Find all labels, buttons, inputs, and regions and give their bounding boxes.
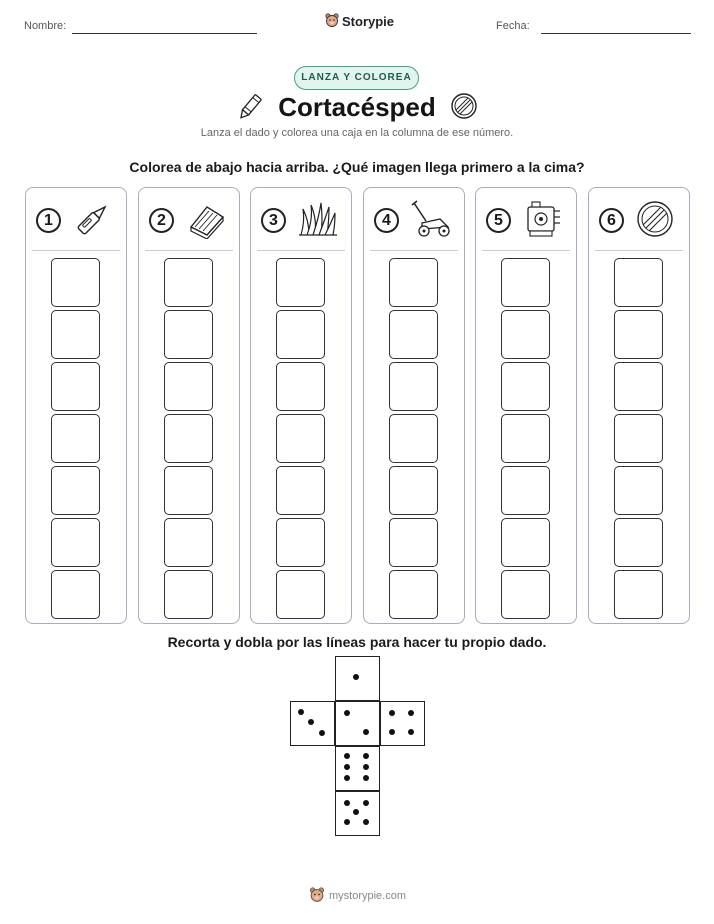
color-box[interactable] xyxy=(164,414,213,463)
color-box[interactable] xyxy=(614,258,663,307)
scraper-blade-icon xyxy=(185,199,227,239)
die-pip xyxy=(344,819,350,825)
page-title: Cortacésped xyxy=(278,92,436,122)
column-5 xyxy=(475,187,577,624)
color-box[interactable] xyxy=(501,518,550,567)
die-pip xyxy=(344,800,350,806)
color-box[interactable] xyxy=(614,362,663,411)
color-box[interactable] xyxy=(164,466,213,515)
color-box[interactable] xyxy=(389,362,438,411)
blade-disc-icon xyxy=(635,199,677,239)
color-box[interactable] xyxy=(276,414,325,463)
color-box[interactable] xyxy=(614,518,663,567)
die-pip xyxy=(363,800,369,806)
color-box[interactable] xyxy=(501,362,550,411)
die-pip xyxy=(344,764,350,770)
color-box[interactable] xyxy=(276,310,325,359)
bear-mascot-icon xyxy=(325,13,339,29)
die-pip xyxy=(408,710,414,716)
color-box[interactable] xyxy=(614,310,663,359)
die-pip xyxy=(363,729,369,735)
name-line xyxy=(72,33,257,34)
color-box[interactable] xyxy=(389,466,438,515)
blade-disc-title-icon xyxy=(450,92,478,120)
die-face-6[interactable] xyxy=(335,746,380,791)
die-pip xyxy=(298,709,304,715)
color-box[interactable] xyxy=(51,518,100,567)
brand-name: Storypie xyxy=(342,13,395,29)
color-box[interactable] xyxy=(389,258,438,307)
date-line xyxy=(541,33,691,34)
die-pip xyxy=(363,775,369,781)
color-box[interactable] xyxy=(164,258,213,307)
die-face-4[interactable] xyxy=(380,701,425,746)
die-pip xyxy=(353,809,359,815)
column-number: 4 xyxy=(374,208,399,233)
brand-logo xyxy=(325,13,394,29)
color-box[interactable] xyxy=(614,466,663,515)
color-box[interactable] xyxy=(614,570,663,619)
date-label: Fecha: xyxy=(496,20,530,32)
color-box[interactable] xyxy=(276,362,325,411)
column-divider xyxy=(145,250,233,251)
column-number: 5 xyxy=(486,208,511,233)
color-box[interactable] xyxy=(164,518,213,567)
activity-badge: LANZA Y COLOREA xyxy=(294,66,419,90)
die-face-2[interactable] xyxy=(335,701,380,746)
color-box[interactable] xyxy=(276,466,325,515)
color-box[interactable] xyxy=(276,570,325,619)
die-pip xyxy=(353,674,359,680)
column-1 xyxy=(25,187,127,624)
color-box[interactable] xyxy=(51,258,100,307)
die-pip xyxy=(363,819,369,825)
die-pip xyxy=(319,730,325,736)
grass-icon xyxy=(297,199,339,239)
footer-url[interactable]: mystorypie.com xyxy=(329,889,407,902)
color-box[interactable] xyxy=(501,414,550,463)
color-box[interactable] xyxy=(276,258,325,307)
die-pip xyxy=(344,775,350,781)
die-pip xyxy=(389,729,395,735)
color-box[interactable] xyxy=(614,414,663,463)
name-label: Nombre: xyxy=(24,20,67,32)
die-pip xyxy=(308,719,314,725)
subtitle: Lanza el dado y colorea una caja en la columna de ese número. xyxy=(200,127,514,139)
color-box[interactable] xyxy=(51,466,100,515)
color-box[interactable] xyxy=(276,518,325,567)
die-pip xyxy=(389,710,395,716)
column-4 xyxy=(363,187,465,624)
color-box[interactable] xyxy=(389,310,438,359)
die-pip xyxy=(344,710,350,716)
column-number: 3 xyxy=(261,208,286,233)
column-divider xyxy=(257,250,345,251)
instruction-top: Colorea de abajo hacia arriba. ¿Qué imagen llega primero a la cima? xyxy=(129,159,585,175)
utility-knife-icon xyxy=(72,199,114,239)
die-face-5[interactable] xyxy=(335,791,380,836)
color-box[interactable] xyxy=(51,414,100,463)
column-3 xyxy=(250,187,352,624)
die-face-3[interactable] xyxy=(290,701,335,746)
die-pip xyxy=(363,753,369,759)
column-6 xyxy=(588,187,690,624)
column-2 xyxy=(138,187,240,624)
color-box[interactable] xyxy=(51,570,100,619)
die-pip xyxy=(344,753,350,759)
instruction-bottom: Recorta y dobla por las líneas para hacer tu propio dado. xyxy=(167,634,547,650)
column-number: 6 xyxy=(599,208,624,233)
color-box[interactable] xyxy=(389,518,438,567)
color-box[interactable] xyxy=(51,362,100,411)
die-face-1[interactable] xyxy=(335,656,380,701)
color-box[interactable] xyxy=(501,570,550,619)
color-box[interactable] xyxy=(164,362,213,411)
color-box[interactable] xyxy=(51,310,100,359)
column-divider xyxy=(482,250,570,251)
column-number: 1 xyxy=(36,208,61,233)
footer xyxy=(309,887,406,904)
column-divider xyxy=(32,250,120,251)
color-box[interactable] xyxy=(501,310,550,359)
color-box[interactable] xyxy=(501,258,550,307)
column-number: 2 xyxy=(149,208,174,233)
column-divider xyxy=(370,250,458,251)
color-box[interactable] xyxy=(164,310,213,359)
die-pip xyxy=(408,729,414,735)
color-box[interactable] xyxy=(389,414,438,463)
die-pip xyxy=(363,764,369,770)
color-box[interactable] xyxy=(501,466,550,515)
lawn-mower-icon xyxy=(410,199,452,239)
bear-mascot-icon xyxy=(309,887,325,904)
mower-engine-icon xyxy=(522,199,564,239)
column-divider xyxy=(595,250,683,251)
color-box[interactable] xyxy=(164,570,213,619)
color-box[interactable] xyxy=(389,570,438,619)
